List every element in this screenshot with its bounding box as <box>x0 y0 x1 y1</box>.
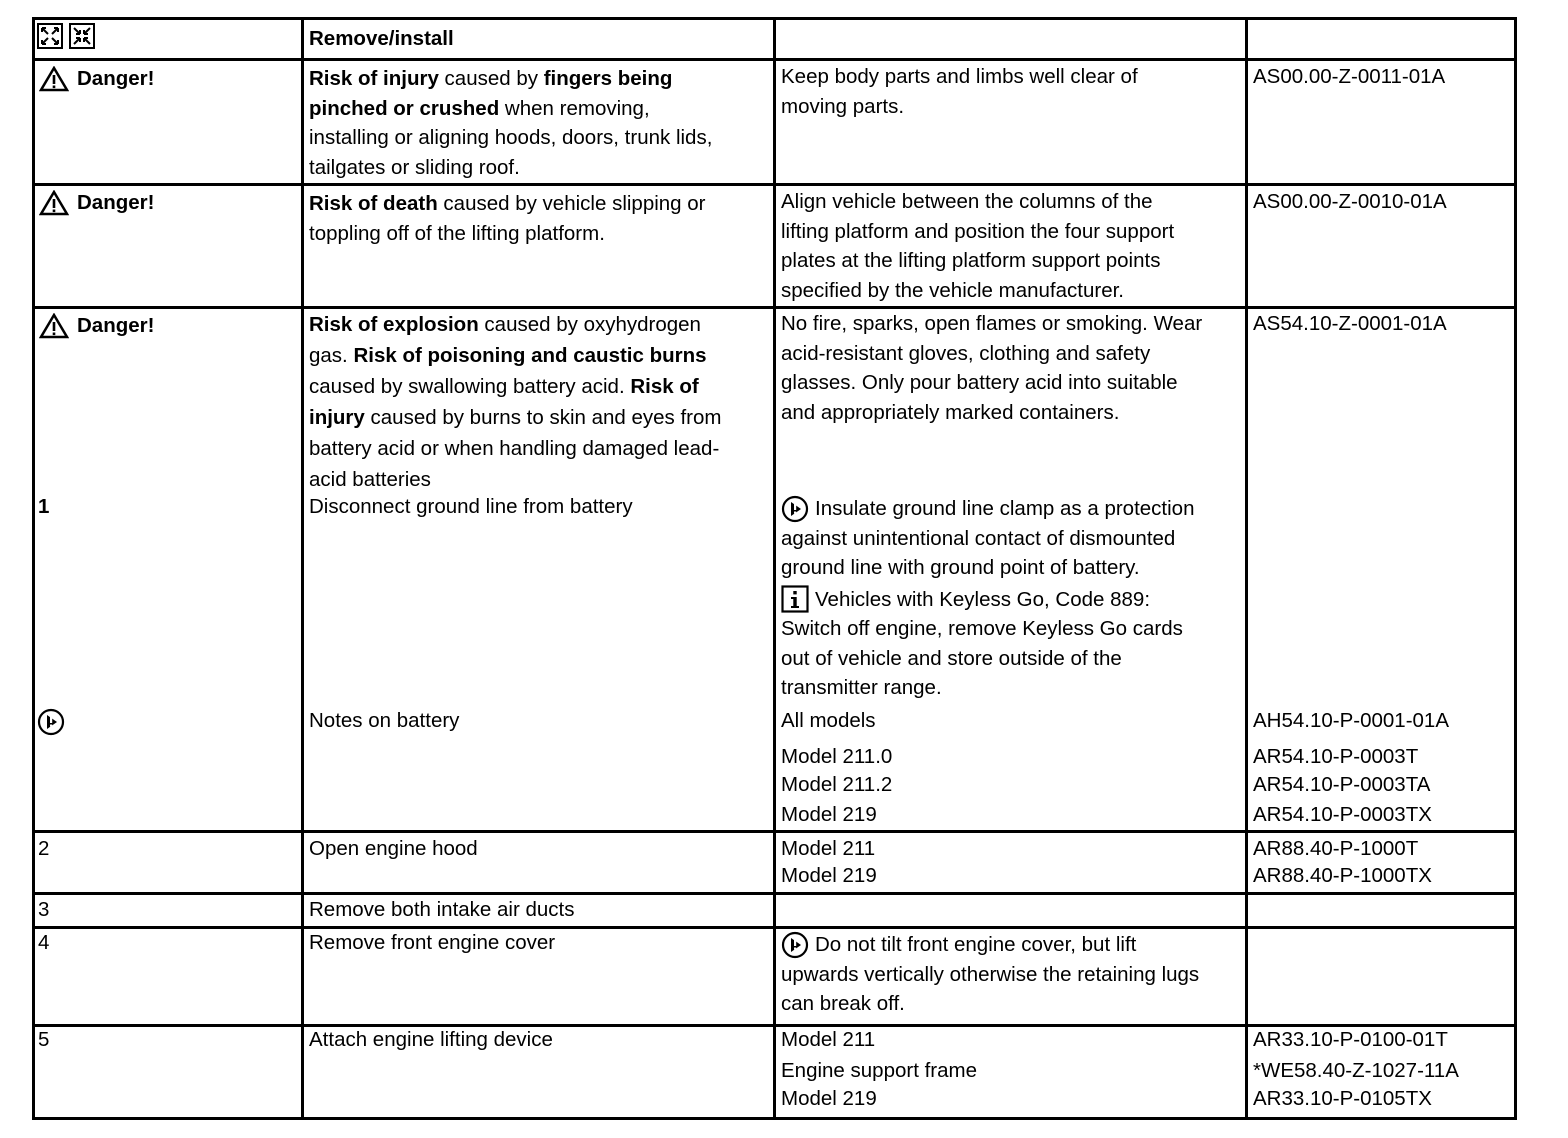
danger-measure <box>781 309 1202 427</box>
step-action: Attach engine lifting device <box>309 1028 553 1051</box>
note-line: ground line with ground point of battery. <box>781 556 1140 579</box>
row-divider <box>35 830 1514 833</box>
danger-description <box>309 64 712 182</box>
step-action: Remove both intake air ducts <box>309 898 575 921</box>
bold-text: pinched or crushed <box>309 96 500 120</box>
warning-icon <box>39 66 69 92</box>
bold-text: injury <box>309 406 365 429</box>
danger-measure <box>781 62 1138 121</box>
info-line: transmitter range. <box>781 676 942 699</box>
bold-text: Risk of poisoning and caustic burns <box>353 344 707 367</box>
danger-label <box>39 64 154 94</box>
document-reference[interactable]: AR54.10-P-0003TA <box>1253 773 1431 796</box>
row-divider <box>35 183 1514 186</box>
document-reference[interactable]: AR33.10-P-0100-01T <box>1253 1028 1448 1051</box>
note-marker <box>37 708 65 745</box>
danger-description <box>309 309 722 495</box>
text-segment: tailgates or sliding roof. <box>309 155 520 179</box>
text-segment: caused by swallowing battery acid. <box>309 375 631 398</box>
document-reference[interactable]: AS54.10-Z-0001-01A <box>1253 312 1447 335</box>
danger-label <box>39 188 154 218</box>
info-icon <box>781 585 809 613</box>
model-label: Model 219 <box>781 803 877 826</box>
model-label: Model 211.0 <box>781 745 893 768</box>
document-reference[interactable]: AS00.00-Z-0011-01A <box>1253 65 1446 88</box>
model-label: Model 219 <box>781 864 877 887</box>
warning-icon <box>39 190 69 216</box>
expand-icon[interactable] <box>37 23 63 49</box>
header-title: Remove/install <box>309 27 454 50</box>
note-line: Insulate ground line clamp as a protection <box>815 497 1195 520</box>
step-number: 5 <box>38 1028 50 1051</box>
step-note <box>781 494 1194 703</box>
document-reference[interactable]: AR54.10-P-0003TX <box>1253 803 1432 826</box>
text-line: Keep body parts and limbs well clear of <box>781 65 1138 88</box>
step-action: Notes on battery <box>309 709 460 732</box>
bold-text: Risk of <box>630 375 699 398</box>
warning-icon <box>39 313 69 339</box>
bold-text: fingers being <box>543 67 673 90</box>
text-segment: caused by oxyhydrogen <box>478 313 701 336</box>
danger-text: Danger! <box>77 314 155 337</box>
header-icons <box>37 23 95 49</box>
document-reference[interactable]: AR88.40-P-1000TX <box>1253 864 1432 887</box>
row-divider <box>35 892 1514 895</box>
text-line: specified by the vehicle manufacturer. <box>781 278 1124 302</box>
model-label: Model 219 <box>781 1087 877 1110</box>
step-number: 3 <box>38 898 50 921</box>
document-reference[interactable]: *WE58.40-Z-1027-11A <box>1253 1059 1459 1082</box>
text-segment: toppling off of the lifting platform. <box>309 221 605 245</box>
step-action: Disconnect ground line from battery <box>309 495 633 518</box>
document-reference[interactable]: AH54.10-P-0001-01A <box>1253 709 1450 732</box>
model-label: All models <box>781 709 876 732</box>
note-line: can break off. <box>781 992 905 1015</box>
info-line: Switch off engine, remove Keyless Go cards <box>781 617 1183 640</box>
note-icon <box>781 495 809 523</box>
text-segment: caused by <box>438 67 544 90</box>
text-line: plates at the lifting platform support points <box>781 249 1161 272</box>
text-line: and appropriately marked containers. <box>781 400 1120 424</box>
step-action: Open engine hood <box>309 837 478 860</box>
work-procedure-table <box>32 17 1517 1120</box>
document-reference[interactable]: AS00.00-Z-0010-01A <box>1253 190 1447 213</box>
bold-text: Risk of explosion <box>309 313 479 336</box>
text-segment: when removing, <box>499 96 650 120</box>
text-segment: installing or aligning hoods, doors, trunk lids, <box>309 126 713 149</box>
bold-text: Risk of injury <box>309 67 439 90</box>
info-line: Vehicles with Keyless Go, Code 889: <box>815 587 1151 611</box>
document-reference[interactable]: AR54.10-P-0003T <box>1253 745 1419 768</box>
model-label: Model 211.2 <box>781 773 893 796</box>
model-label: Model 211 <box>781 837 876 860</box>
note-line: against unintentional contact of dismounted <box>781 526 1176 550</box>
text-segment: caused by vehicle slipping or <box>437 192 706 215</box>
note-line: Do not tilt front engine cover, but lift <box>815 933 1137 956</box>
danger-label <box>39 311 154 341</box>
text-line: lifting platform and position the four support <box>781 219 1175 243</box>
danger-text: Danger! <box>77 191 155 214</box>
danger-measure <box>781 187 1174 305</box>
step-action: Remove front engine cover <box>309 931 556 954</box>
row-divider <box>35 926 1514 929</box>
step-note <box>781 930 1199 1019</box>
row-divider <box>35 58 1514 61</box>
note-line: upwards vertically otherwise the retaining lugs <box>781 962 1200 986</box>
step-number: 1 <box>38 495 50 518</box>
note-icon <box>781 931 809 959</box>
document-reference[interactable]: AR33.10-P-0105TX <box>1253 1087 1432 1110</box>
step-number: 4 <box>38 931 50 954</box>
text-segment: caused by burns to skin and eyes from <box>364 406 722 429</box>
document-reference[interactable]: AR88.40-P-1000T <box>1253 837 1419 860</box>
model-label: Engine support frame <box>781 1059 978 1082</box>
model-label: Model 211 <box>781 1028 876 1051</box>
text-segment: gas. <box>309 344 354 367</box>
info-line: out of vehicle and store outside of the <box>781 646 1122 670</box>
text-line: Align vehicle between the columns of the <box>781 190 1153 213</box>
bold-text: Risk of death <box>309 192 438 215</box>
text-line: acid-resistant gloves, clothing and safety <box>781 341 1151 365</box>
note-icon <box>37 708 65 736</box>
text-segment: acid batteries <box>309 468 431 491</box>
danger-text: Danger! <box>77 67 155 90</box>
text-segment: battery acid or when handling damaged lead- <box>309 437 720 460</box>
text-line: glasses. Only pour battery acid into suitable <box>781 371 1178 394</box>
step-number: 2 <box>38 837 50 860</box>
collapse-icon[interactable] <box>69 23 95 49</box>
danger-description <box>309 189 706 248</box>
text-line: No fire, sparks, open flames or smoking. Wear <box>781 312 1203 335</box>
text-line: moving parts. <box>781 94 905 118</box>
